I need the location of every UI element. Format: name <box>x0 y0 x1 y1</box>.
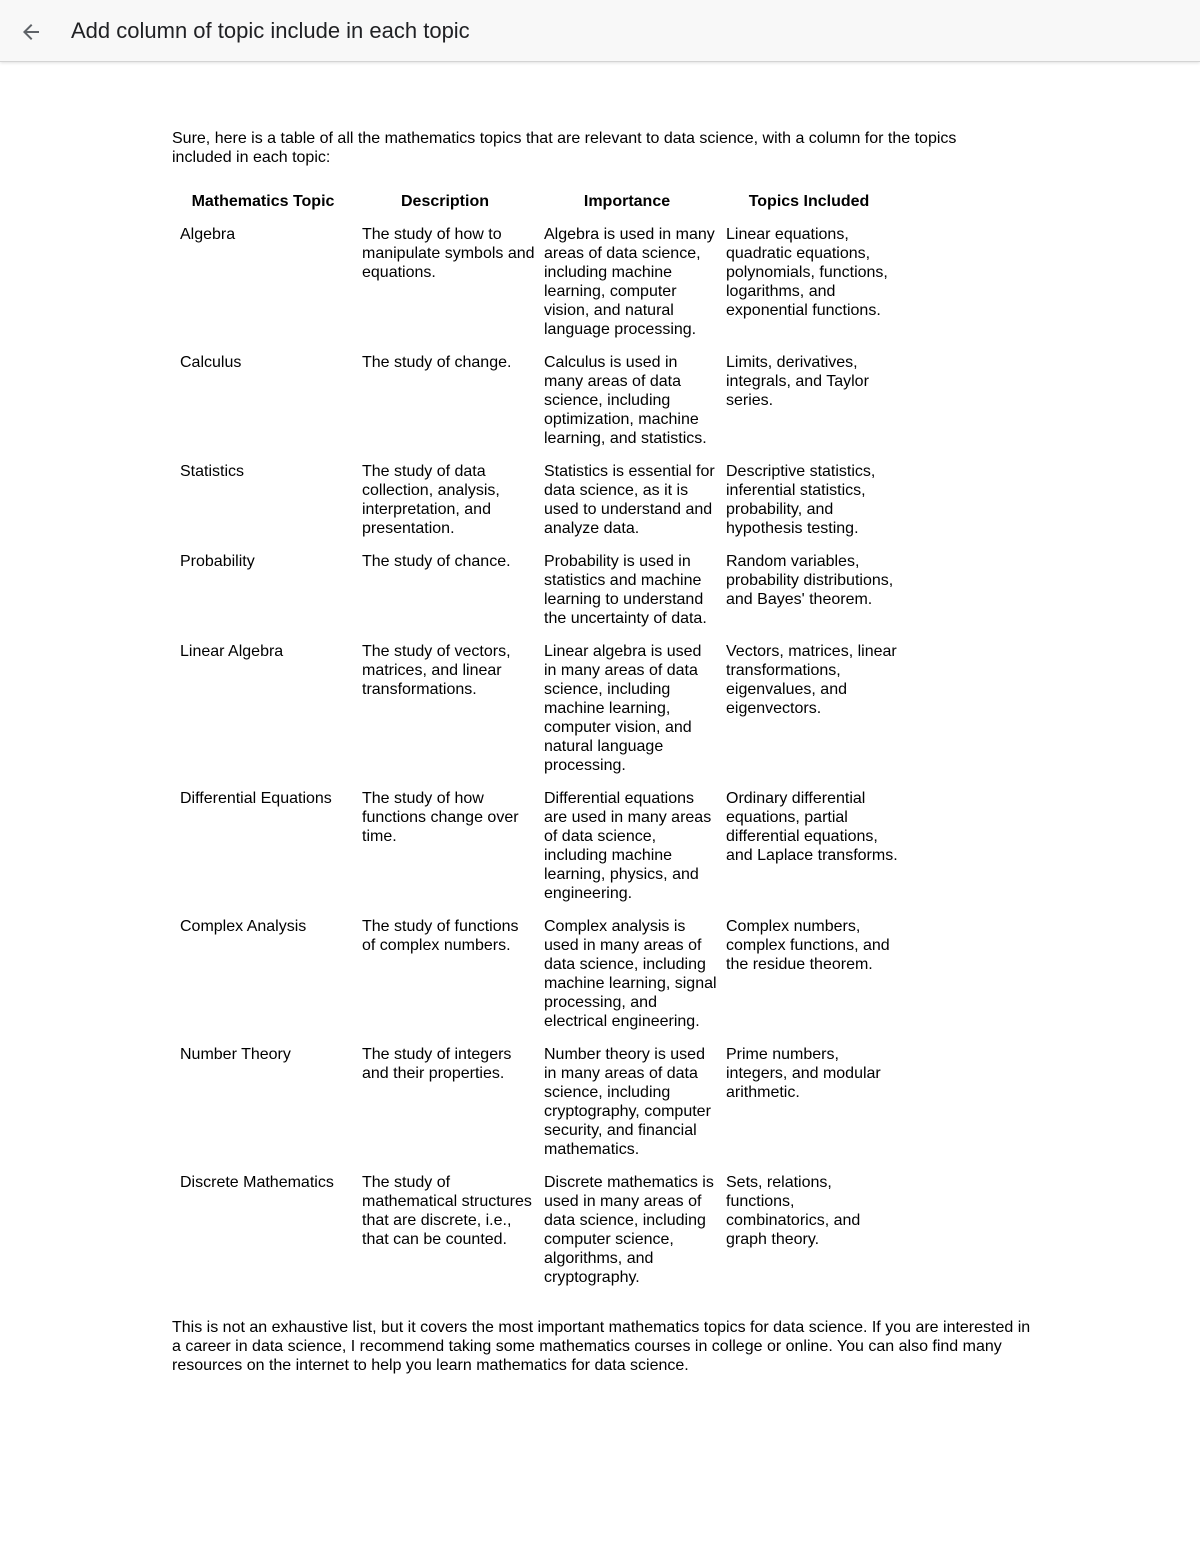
cell-description: The study of mathematical structures that are discrete, i.e., that can be counted. <box>362 1174 532 1248</box>
cell-topic: Differential Equations <box>180 790 332 807</box>
cell-topic: Algebra <box>180 226 236 243</box>
cell-importance: Discrete mathematics is used in many areas of data science, including computer science, algorithms, and cryptography. <box>544 1174 714 1286</box>
cell-importance: Algebra is used in many areas of data science, including machine learning, computer vision, and natural language processing. <box>544 226 715 338</box>
cell-description: The study of how to manipulate symbols and equations. <box>362 226 535 281</box>
cell-topics-included: Limits, derivatives, integrals, and Taylor series. <box>726 354 869 409</box>
cell-importance: Probability is used in statistics and machine learning to understand the uncertainty of data. <box>544 553 707 627</box>
table-row <box>172 353 900 462</box>
table-row <box>172 917 900 1045</box>
table-row <box>172 789 900 917</box>
cell-topics-included: Ordinary differential equations, partial differential equations, and Laplace transforms. <box>726 790 898 864</box>
column-header-description: Description <box>400 193 489 210</box>
cell-importance: Calculus is used in many areas of data science, including optimization, machine learning, and statistics. <box>544 354 707 447</box>
cell-description: The study of how functions change over time. <box>362 790 519 845</box>
column-header-topic: Mathematics Topic <box>191 193 335 210</box>
cell-importance: Linear algebra is used in many areas of data science, including machine learning, computer vision, and natural language processing. <box>544 643 702 774</box>
table-row <box>172 225 900 353</box>
cell-topics-included: Linear equations, quadratic equations, polynomials, functions, logarithms, and exponential functions. <box>726 226 888 319</box>
page-title: Add column of topic include in each topic <box>71 18 470 43</box>
document-content <box>172 129 1032 1375</box>
topics-table <box>172 184 900 1301</box>
table-row <box>172 552 900 642</box>
cell-topics-included: Vectors, matrices, linear transformations, eigenvalues, and eigenvectors. <box>726 643 897 717</box>
cell-topic: Discrete Mathematics <box>180 1174 334 1191</box>
cell-description: The study of data collection, analysis, interpretation, and presentation. <box>362 463 500 537</box>
cell-importance: Differential equations are used in many areas of data science, including machine learning, physics, and engineering. <box>544 790 712 902</box>
cell-topic: Calculus <box>180 354 242 371</box>
column-header-importance: Importance <box>583 193 671 210</box>
cell-description: The study of chance. <box>362 553 511 570</box>
cell-description: The study of change. <box>362 354 512 371</box>
cell-topics-included: Descriptive statistics, inferential statistics, probability, and hypothesis testing. <box>726 463 876 537</box>
column-header-topics-included: Topics Included <box>748 193 870 210</box>
cell-topic: Number Theory <box>180 1046 291 1063</box>
cell-topics-included: Prime numbers, integers, and modular arithmetic. <box>726 1046 881 1101</box>
cell-importance: Number theory is used in many areas of data science, including cryptography, computer security, and financial mathematics. <box>544 1046 711 1158</box>
cell-topic: Linear Algebra <box>180 643 284 660</box>
cell-description: The study of vectors, matrices, and linear transformations. <box>362 643 511 698</box>
outro-paragraph: This is not an exhaustive list, but it covers the most important mathematics topics for data science. If you are interested in a career in data science, I recommend taking some mathematics courses in college or online. You can also find many resources on the internet to help you learn mathematics for data science. <box>172 1319 1031 1374</box>
cell-description: The study of integers and their properties. <box>362 1046 512 1082</box>
intro-paragraph: Sure, here is a table of all the mathematics topics that are relevant to data science, with a column for the topics included in each topic: <box>172 130 957 166</box>
cell-topic: Statistics <box>180 463 245 480</box>
table-row <box>172 1045 900 1173</box>
table-row <box>172 642 900 789</box>
cell-topic: Probability <box>180 553 255 570</box>
cell-topics-included: Complex numbers, complex functions, and the residue theorem. <box>726 918 890 973</box>
arrow-left-icon <box>19 20 43 44</box>
cell-description: The study of functions of complex numbers. <box>362 918 519 954</box>
table-row <box>172 1173 900 1301</box>
app-header <box>0 0 1200 62</box>
cell-importance: Statistics is essential for data science, as it is used to understand and analyze data. <box>544 463 715 537</box>
cell-topics-included: Sets, relations, functions, combinatorics, and graph theory. <box>726 1174 861 1248</box>
cell-importance: Complex analysis is used in many areas of data science, including machine learning, signal processing, and electrical engineering. <box>544 918 717 1030</box>
table-header-row <box>172 184 900 225</box>
table-row <box>172 462 900 552</box>
cell-topic: Complex Analysis <box>180 918 307 935</box>
back-button[interactable] <box>12 13 50 51</box>
cell-topics-included: Random variables, probability distributions, and Bayes' theorem. <box>726 553 894 608</box>
